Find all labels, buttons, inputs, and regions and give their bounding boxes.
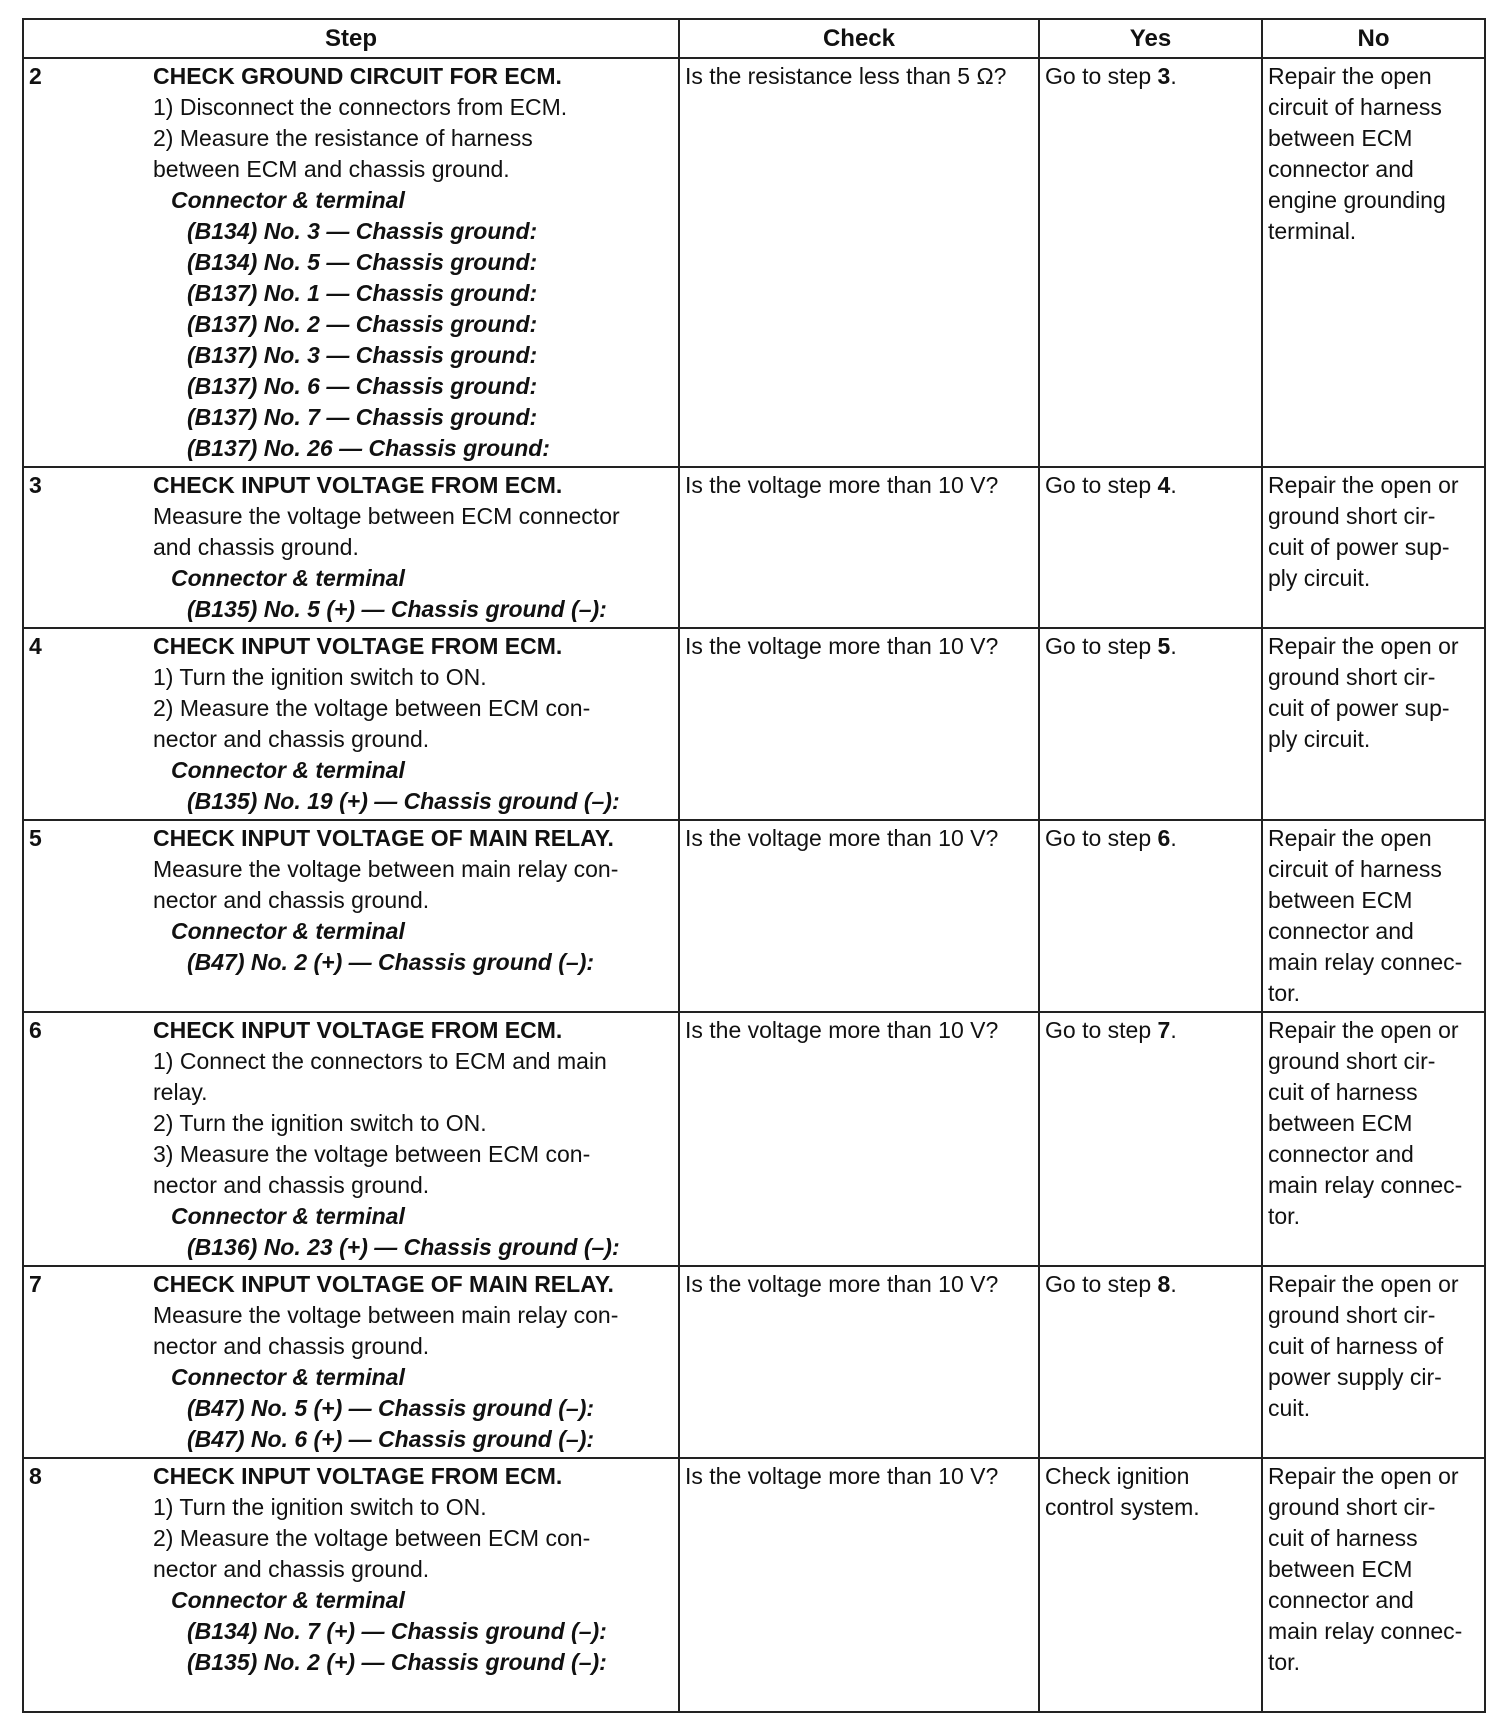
no-line: tor.	[1268, 980, 1300, 1006]
step-content	[29, 1015, 673, 1263]
step-instruction: Measure the voltage between main relay con-	[153, 1302, 619, 1328]
step-body	[153, 470, 673, 625]
step-body	[153, 1269, 673, 1455]
no-cell	[1262, 628, 1485, 820]
no-line: Repair the open or	[1268, 472, 1459, 498]
step-content	[29, 61, 673, 464]
table-row	[23, 467, 1485, 628]
no-line: between ECM	[1268, 1556, 1413, 1582]
no-line: cuit of power sup-	[1268, 534, 1450, 560]
terminal-item: (B137) No. 1 — Chassis ground:	[187, 280, 538, 306]
header-yes: Yes	[1039, 19, 1262, 58]
no-line: main relay connec-	[1268, 949, 1463, 975]
connector-label: Connector & terminal	[171, 187, 405, 213]
no-line: Repair the open or	[1268, 1271, 1459, 1297]
step-instruction: Measure the voltage between main relay con-	[153, 856, 619, 882]
step-body	[153, 1461, 673, 1678]
check-question: Is the voltage more than 10 V?	[685, 472, 999, 498]
check-question: Is the voltage more than 10 V?	[685, 1463, 999, 1489]
step-title: CHECK INPUT VOLTAGE OF MAIN RELAY.	[153, 1271, 614, 1297]
yes-prefix: Go to step	[1045, 472, 1158, 498]
yes-step-number: 4	[1157, 472, 1171, 498]
step-instruction: 2) Measure the voltage between ECM con-	[153, 1525, 591, 1551]
yes-suffix: .	[1170, 1271, 1177, 1297]
yes-cell	[1039, 820, 1262, 1012]
no-line: cuit of harness	[1268, 1525, 1418, 1551]
yes-suffix: .	[1170, 825, 1177, 851]
no-line: Repair the open or	[1268, 633, 1459, 659]
table-row	[23, 820, 1485, 1012]
step-title: CHECK INPUT VOLTAGE FROM ECM.	[153, 1017, 563, 1043]
header-check: Check	[679, 19, 1039, 58]
connector-label: Connector & terminal	[171, 1364, 405, 1390]
no-line: engine grounding	[1268, 187, 1446, 213]
check-cell	[679, 1458, 1039, 1712]
no-line: cuit of harness	[1268, 1079, 1418, 1105]
no-line: between ECM	[1268, 887, 1413, 913]
step-title: CHECK INPUT VOLTAGE FROM ECM.	[153, 472, 563, 498]
no-line: ground short cir-	[1268, 664, 1436, 690]
no-line: Repair the open or	[1268, 1463, 1459, 1489]
no-line: tor.	[1268, 1649, 1300, 1675]
step-instruction: between ECM and chassis ground.	[153, 156, 510, 182]
connector-label: Connector & terminal	[171, 757, 405, 783]
terminal-item: (B47) No. 2 (+) — Chassis ground (–):	[187, 949, 595, 975]
terminal-item: (B134) No. 3 — Chassis ground:	[187, 218, 538, 244]
step-body	[153, 1015, 673, 1263]
yes-step-number: 8	[1157, 1271, 1171, 1297]
step-cell	[23, 820, 679, 1012]
step-title: CHECK INPUT VOLTAGE FROM ECM.	[153, 1463, 563, 1489]
step-cell	[23, 1266, 679, 1458]
no-line: cuit.	[1268, 1395, 1311, 1421]
yes-cell	[1039, 1458, 1262, 1712]
yes-step-number: 5	[1157, 633, 1171, 659]
no-line: connector and	[1268, 156, 1414, 182]
check-question: Is the voltage more than 10 V?	[685, 1271, 999, 1297]
yes-suffix: .	[1170, 472, 1177, 498]
step-instruction: and chassis ground.	[153, 534, 359, 560]
check-cell	[679, 820, 1039, 1012]
no-cell	[1262, 1266, 1485, 1458]
terminal-item: (B137) No. 2 — Chassis ground:	[187, 311, 538, 337]
step-instruction: nector and chassis ground.	[153, 887, 430, 913]
step-cell	[23, 1458, 679, 1712]
no-line: tor.	[1268, 1203, 1300, 1229]
step-content	[29, 1461, 673, 1678]
connector-label: Connector & terminal	[171, 1587, 405, 1613]
terminal-item: (B135) No. 19 (+) — Chassis ground (–):	[187, 788, 620, 814]
no-line: ground short cir-	[1268, 1302, 1436, 1328]
step-instruction: nector and chassis ground.	[153, 726, 430, 752]
yes-cell	[1039, 58, 1262, 467]
check-cell	[679, 467, 1039, 628]
no-line: main relay connec-	[1268, 1618, 1463, 1644]
step-content	[29, 1269, 673, 1455]
step-instruction: 3) Measure the voltage between ECM con-	[153, 1141, 591, 1167]
step-number: 2	[29, 63, 42, 89]
step-body	[153, 823, 673, 978]
no-line: connector and	[1268, 1587, 1414, 1613]
terminal-item: (B137) No. 3 — Chassis ground:	[187, 342, 538, 368]
step-number: 7	[29, 1271, 42, 1297]
step-number: 5	[29, 825, 42, 851]
yes-cell	[1039, 628, 1262, 820]
step-number: 3	[29, 472, 42, 498]
no-line: ply circuit.	[1268, 726, 1371, 752]
terminal-item: (B47) No. 6 (+) — Chassis ground (–):	[187, 1426, 595, 1452]
no-line: connector and	[1268, 1141, 1414, 1167]
step-content	[29, 470, 673, 625]
step-instruction: 1) Turn the ignition switch to ON.	[153, 664, 487, 690]
check-question: Is the voltage more than 10 V?	[685, 1017, 999, 1043]
yes-suffix: .	[1170, 63, 1177, 89]
no-line: ground short cir-	[1268, 503, 1436, 529]
no-line: cuit of harness of	[1268, 1333, 1444, 1359]
step-instruction: 2) Turn the ignition switch to ON.	[153, 1110, 487, 1136]
check-cell	[679, 1012, 1039, 1266]
step-title: CHECK INPUT VOLTAGE OF MAIN RELAY.	[153, 825, 614, 851]
check-cell	[679, 58, 1039, 467]
connector-label: Connector & terminal	[171, 918, 405, 944]
step-instruction: 1) Disconnect the connectors from ECM.	[153, 94, 568, 120]
yes-prefix: Go to step	[1045, 825, 1158, 851]
yes-step-number: 3	[1157, 63, 1171, 89]
no-line: ground short cir-	[1268, 1048, 1436, 1074]
no-line: connector and	[1268, 918, 1414, 944]
yes-step-number: 6	[1157, 825, 1171, 851]
step-instruction: 2) Measure the voltage between ECM con-	[153, 695, 591, 721]
terminal-item: (B135) No. 2 (+) — Chassis ground (–):	[187, 1649, 607, 1675]
yes-step-number: 7	[1157, 1017, 1171, 1043]
no-line: circuit of harness	[1268, 856, 1442, 882]
terminal-item: (B47) No. 5 (+) — Chassis ground (–):	[187, 1395, 595, 1421]
step-instruction: 1) Connect the connectors to ECM and main	[153, 1048, 607, 1074]
yes-prefix: Go to step	[1045, 1017, 1158, 1043]
header-step: Step	[23, 19, 679, 58]
step-body	[153, 631, 673, 817]
no-cell	[1262, 820, 1485, 1012]
no-line: circuit of harness	[1268, 94, 1442, 120]
yes-line: Check ignition	[1045, 1463, 1190, 1489]
step-content	[29, 823, 673, 978]
terminal-item: (B134) No. 5 — Chassis ground:	[187, 249, 538, 275]
step-cell	[23, 58, 679, 467]
yes-prefix: Go to step	[1045, 63, 1158, 89]
step-title: CHECK GROUND CIRCUIT FOR ECM.	[153, 63, 562, 89]
no-cell	[1262, 1012, 1485, 1266]
check-question: Is the voltage more than 10 V?	[685, 633, 999, 659]
no-cell	[1262, 467, 1485, 628]
table-row	[23, 628, 1485, 820]
terminal-item: (B135) No. 5 (+) — Chassis ground (–):	[187, 596, 607, 622]
no-cell	[1262, 58, 1485, 467]
terminal-item: (B137) No. 26 — Chassis ground:	[187, 435, 550, 461]
yes-suffix: .	[1170, 1017, 1177, 1043]
yes-cell	[1039, 1012, 1262, 1266]
diagnostic-table	[22, 18, 1486, 1713]
check-question: Is the resistance less than 5 Ω?	[685, 63, 1007, 89]
check-cell	[679, 1266, 1039, 1458]
step-instruction: relay.	[153, 1079, 208, 1105]
step-instruction: nector and chassis ground.	[153, 1333, 430, 1359]
no-line: terminal.	[1268, 218, 1357, 244]
table-row	[23, 1012, 1485, 1266]
no-line: ground short cir-	[1268, 1494, 1436, 1520]
step-content	[29, 631, 673, 817]
no-line: Repair the open	[1268, 825, 1432, 851]
check-question: Is the voltage more than 10 V?	[685, 825, 999, 851]
no-line: power supply cir-	[1268, 1364, 1442, 1390]
diagnostic-table-page	[22, 18, 1484, 1713]
connector-label: Connector & terminal	[171, 1203, 405, 1229]
terminal-item: (B136) No. 23 (+) — Chassis ground (–):	[187, 1234, 620, 1260]
step-number: 6	[29, 1017, 42, 1043]
header-no: No	[1262, 19, 1485, 58]
step-instruction: nector and chassis ground.	[153, 1172, 430, 1198]
step-number: 4	[29, 633, 42, 659]
no-line: cuit of power sup-	[1268, 695, 1450, 721]
table-row	[23, 1266, 1485, 1458]
step-cell	[23, 467, 679, 628]
yes-prefix: Go to step	[1045, 1271, 1158, 1297]
step-instruction: 2) Measure the resistance of harness	[153, 125, 533, 151]
yes-line: control system.	[1045, 1494, 1200, 1520]
yes-suffix: .	[1170, 633, 1177, 659]
no-line: between ECM	[1268, 125, 1413, 151]
step-number: 8	[29, 1463, 42, 1489]
no-line: ply circuit.	[1268, 565, 1371, 591]
step-instruction: 1) Turn the ignition switch to ON.	[153, 1494, 487, 1520]
connector-label: Connector & terminal	[171, 565, 405, 591]
step-instruction: nector and chassis ground.	[153, 1556, 430, 1582]
check-cell	[679, 628, 1039, 820]
yes-cell	[1039, 467, 1262, 628]
table-row	[23, 58, 1485, 467]
no-line: between ECM	[1268, 1110, 1413, 1136]
table-row	[23, 1458, 1485, 1712]
step-cell	[23, 628, 679, 820]
no-line: Repair the open	[1268, 63, 1432, 89]
terminal-item: (B137) No. 7 — Chassis ground:	[187, 404, 538, 430]
no-line: Repair the open or	[1268, 1017, 1459, 1043]
no-cell	[1262, 1458, 1485, 1712]
no-line: main relay connec-	[1268, 1172, 1463, 1198]
yes-prefix: Go to step	[1045, 633, 1158, 659]
step-body	[153, 61, 673, 464]
step-instruction: Measure the voltage between ECM connector	[153, 503, 620, 529]
step-cell	[23, 1012, 679, 1266]
table-header-row	[23, 19, 1485, 58]
step-title: CHECK INPUT VOLTAGE FROM ECM.	[153, 633, 563, 659]
terminal-item: (B137) No. 6 — Chassis ground:	[187, 373, 538, 399]
terminal-item: (B134) No. 7 (+) — Chassis ground (–):	[187, 1618, 607, 1644]
yes-cell	[1039, 1266, 1262, 1458]
